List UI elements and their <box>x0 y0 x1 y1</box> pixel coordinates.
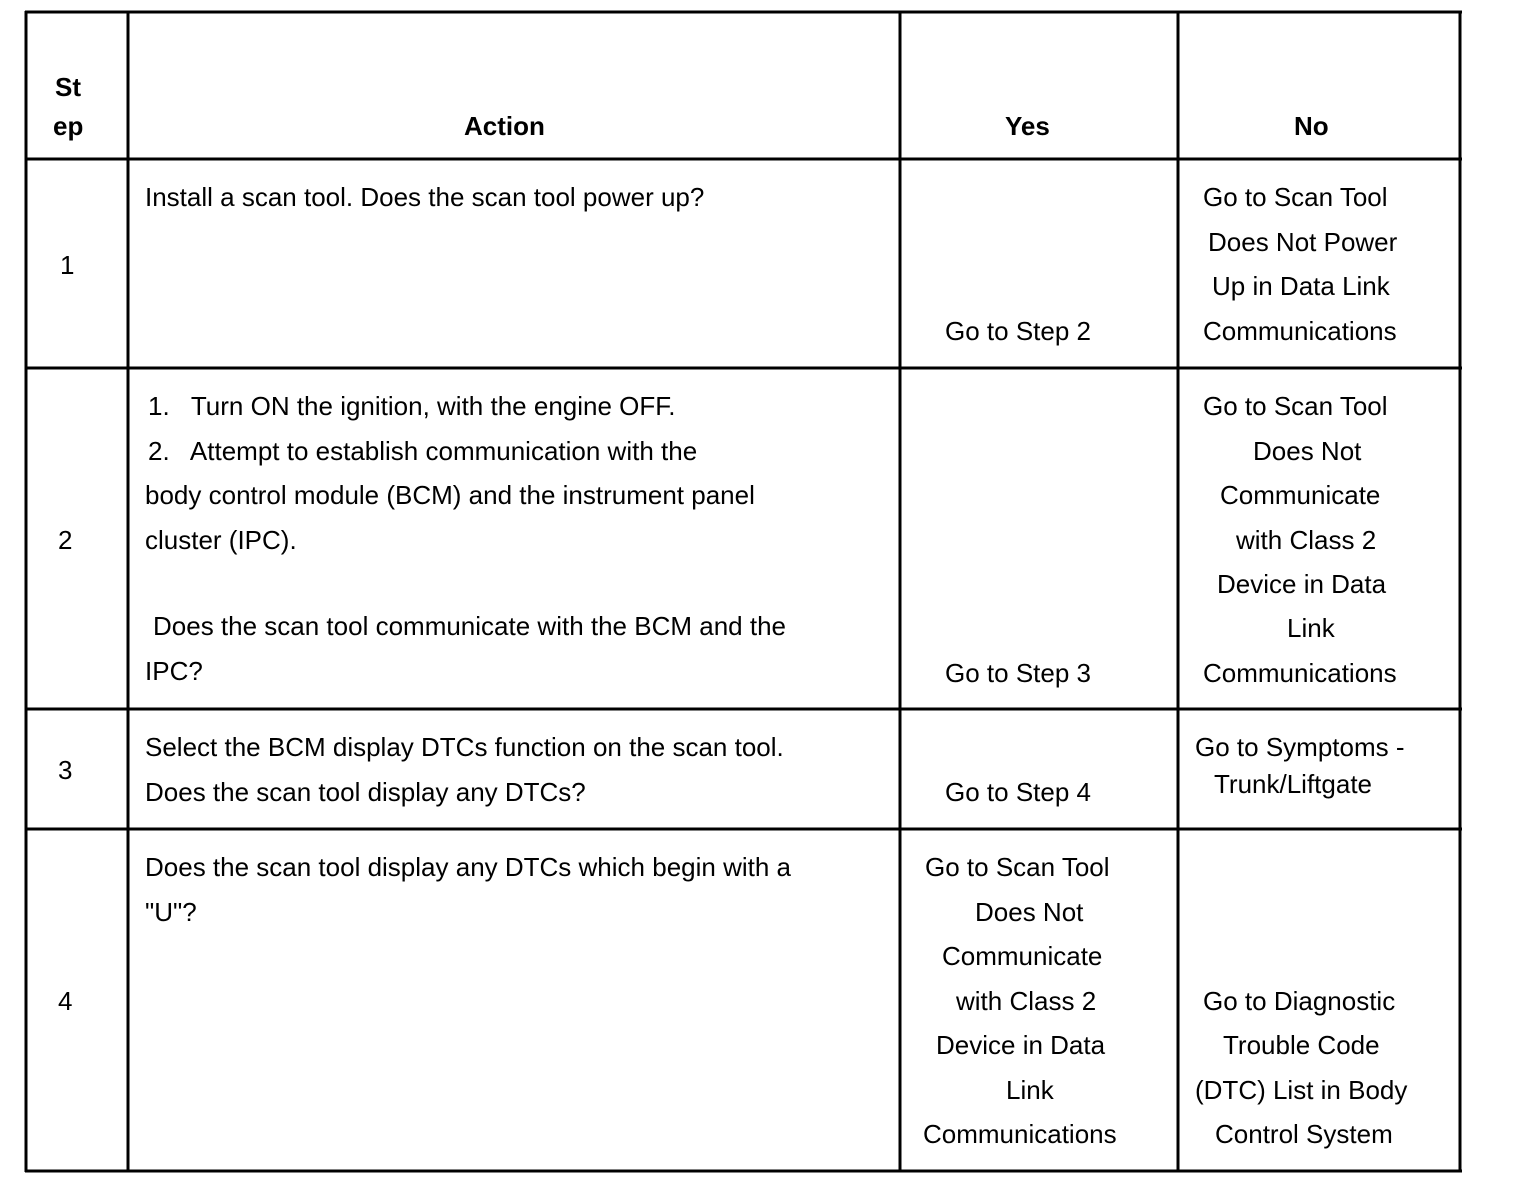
action-text: Does the scan tool communicate with the BCM and the <box>153 611 786 641</box>
no-text: (DTC) List in Body <box>1195 1075 1408 1105</box>
step-number: 1 <box>60 250 75 280</box>
yes-text: Link <box>1006 1075 1054 1105</box>
yes-text: Go to Step 3 <box>945 658 1091 688</box>
no-text: Trunk/Liftgate <box>1214 769 1373 799</box>
step-number: 4 <box>58 986 73 1016</box>
action-text: Install a scan tool. Does the scan tool power up? <box>145 182 705 212</box>
action-text: Does the scan tool display any DTCs? <box>145 777 586 807</box>
no-text: Go to Scan Tool <box>1203 391 1388 421</box>
yes-text: Does Not <box>975 897 1084 927</box>
no-text: Link <box>1287 613 1335 643</box>
yes-text: Go to Scan Tool <box>925 852 1110 882</box>
no-text: Control System <box>1215 1119 1393 1149</box>
step-number: 2 <box>58 525 73 555</box>
yes-text: with Class 2 <box>956 986 1097 1016</box>
no-text: Go to Diagnostic <box>1203 986 1396 1016</box>
yes-text: Go to Step 2 <box>945 316 1091 346</box>
header-action: Action <box>464 111 545 141</box>
no-text: Go to Scan Tool <box>1203 182 1388 212</box>
action-text: cluster (IPC). <box>145 525 297 555</box>
no-text: Does Not <box>1253 436 1362 466</box>
no-text: Go to Symptoms - <box>1195 732 1405 762</box>
no-text: with Class 2 <box>1236 525 1377 555</box>
header-step-line1: St <box>55 72 81 102</box>
action-text: Does the scan tool display any DTCs which begin with a <box>145 852 791 882</box>
step-number: 3 <box>58 755 73 785</box>
yes-text: Communicate <box>942 941 1103 971</box>
action-text: body control module (BCM) and the instrument panel <box>145 480 755 510</box>
action-text: 1. Turn ON the ignition, with the engine OFF. <box>148 391 676 421</box>
header-step-line2: ep <box>53 111 84 141</box>
action-text: "U"? <box>145 897 197 927</box>
action-text: Select the BCM display DTCs function on the scan tool. <box>145 732 784 762</box>
yes-text: Communications <box>923 1119 1117 1149</box>
yes-text: Go to Step 4 <box>945 777 1091 807</box>
no-text: Up in Data Link <box>1212 271 1390 301</box>
no-text: Communications <box>1203 658 1397 688</box>
no-text: Device in Data <box>1217 569 1387 599</box>
yes-text: Device in Data <box>936 1030 1106 1060</box>
action-text: IPC? <box>145 656 203 686</box>
no-text: Does Not Power <box>1208 227 1398 257</box>
no-text: Trouble Code <box>1223 1030 1380 1060</box>
action-text: 2. Attempt to establish communication with the <box>148 436 698 466</box>
no-text: Communications <box>1203 316 1397 346</box>
header-no: No <box>1294 111 1329 141</box>
header-yes: Yes <box>1005 111 1050 141</box>
no-text: Communicate <box>1220 480 1381 510</box>
